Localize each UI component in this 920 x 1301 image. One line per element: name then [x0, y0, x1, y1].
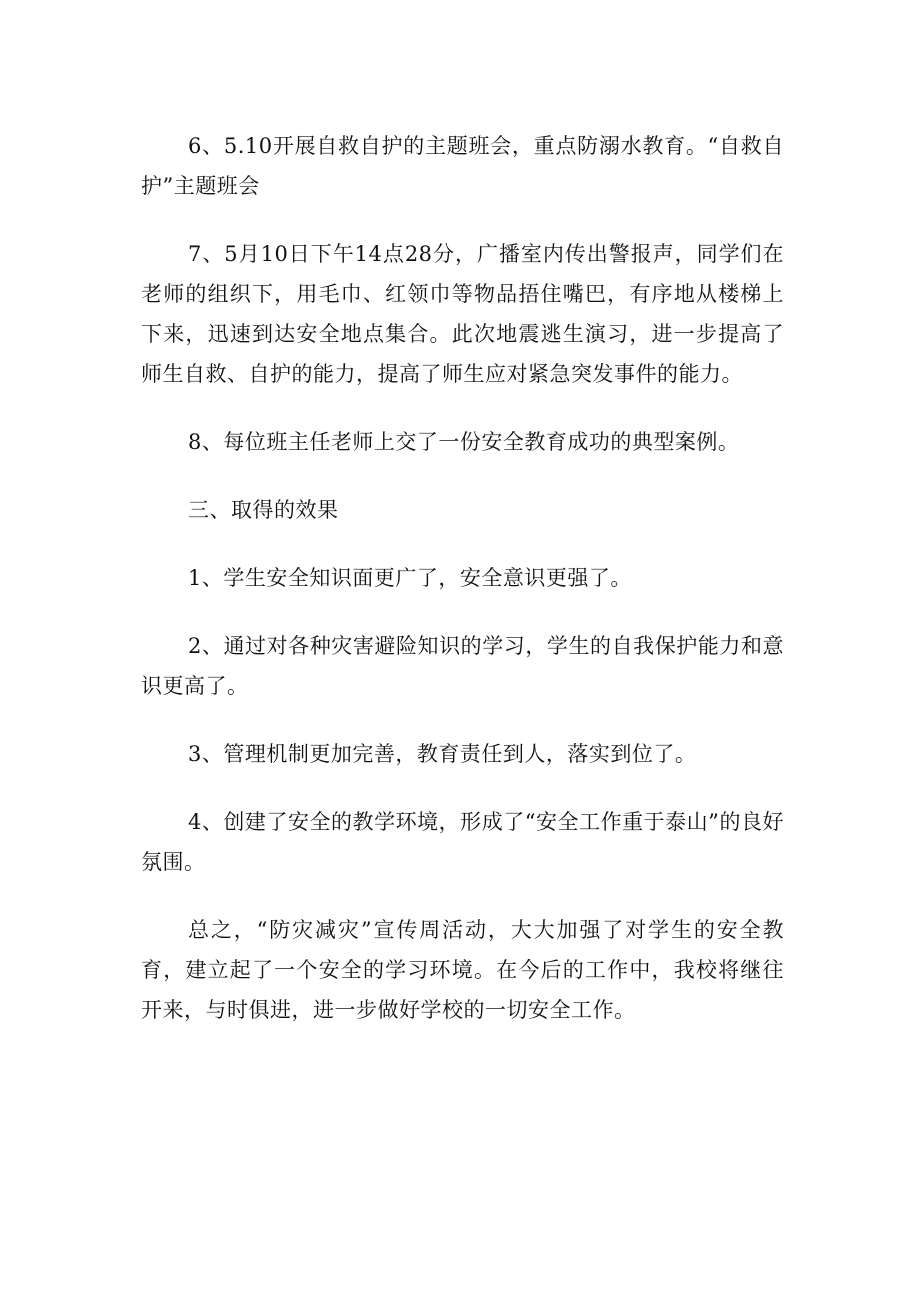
- result-item-1: 1、学生安全知识面更广了，安全意识更强了。: [188, 566, 632, 590]
- paragraph-item-8: 8、每位班主任老师上交了一份安全教育成功的典型案例。: [188, 430, 740, 454]
- result-item-4: 4、创建了安全的教学环境，形成了“安全工作重于泰山”的良好氛围。: [141, 810, 784, 874]
- section-heading-results: 三、取得的效果: [188, 498, 339, 522]
- result-item-2: 2、通过对各种灾害避险知识的学习，学生的自我保护能力和意识更高了。: [141, 634, 784, 698]
- document-body: [141, 126, 784, 1058]
- summary-paragraph: 总之，“防灾减灾”宣传周活动，大大加强了对学生的安全教育，建立起了一个安全的学习环境。在今后的工作中，我校将继往开来，与时俱进，进一步做好学校的一切安全工作。: [141, 918, 784, 1022]
- paragraph-item-7: 7、5月10日下午14点28分，广播室内传出警报声，同学们在老师的组织下，用毛巾、红领巾等物品捂住嘴巴，有序地从楼梯上下来，迅速到达安全地点集合。此次地震逃生演习，进一步提高了师生自救、自护的能力，提高了师生应对紧急突发事件的能力。: [141, 242, 784, 386]
- result-item-3: 3、管理机制更加完善，教育责任到人，落实到位了。: [188, 742, 697, 766]
- paragraph-item-6: 6、5.10开展自救自护的主题班会，重点防溺水教育。“自救自护”主题班会: [141, 134, 784, 198]
